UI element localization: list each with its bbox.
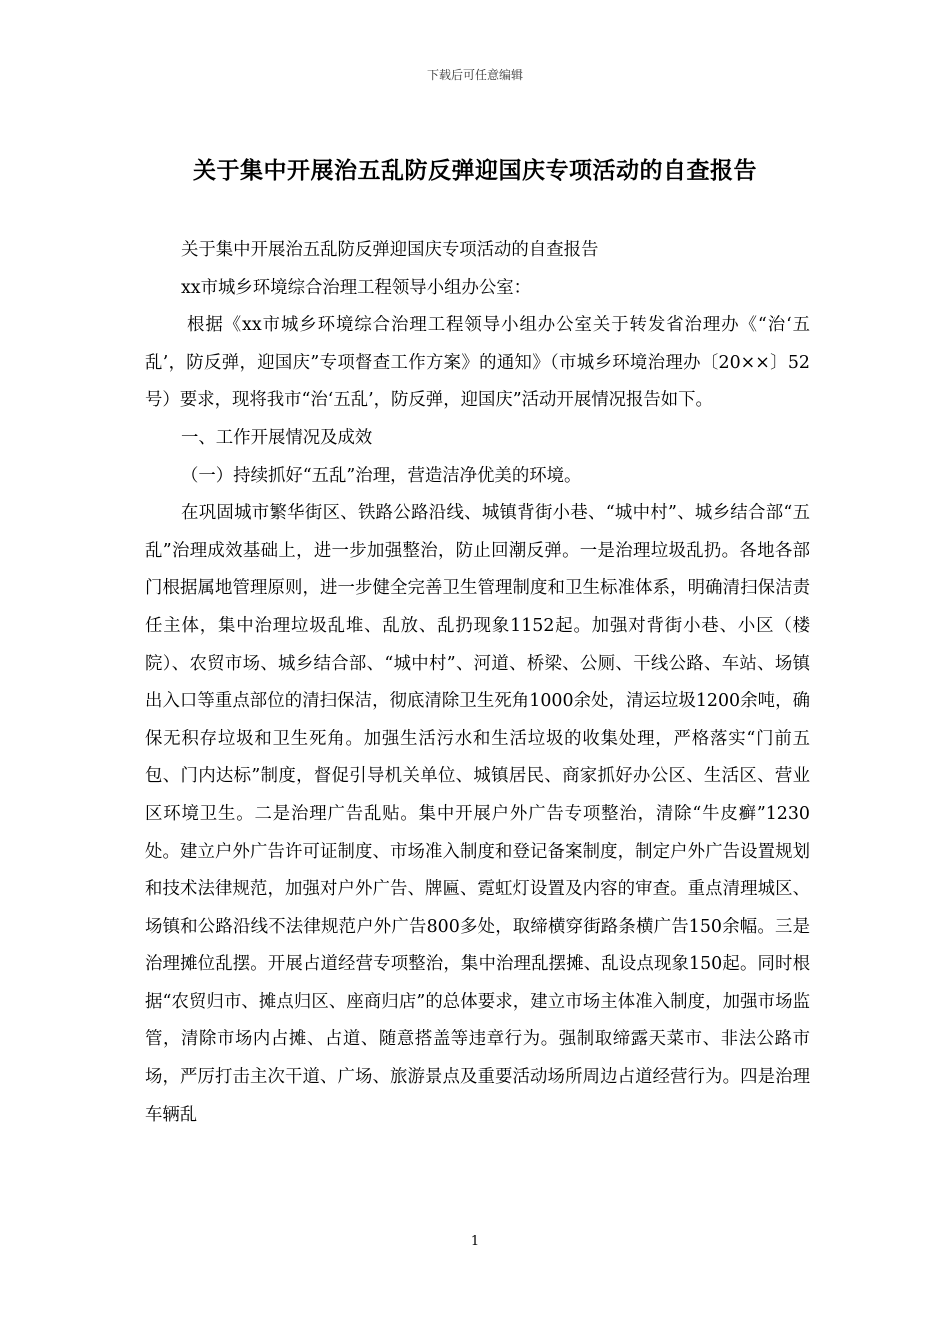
document-title: 关于集中开展治五乱防反弹迎国庆专项活动的自查报告 xyxy=(193,158,757,184)
header-note: 下载后可任意编辑 xyxy=(426,68,523,82)
document-body xyxy=(145,232,810,1134)
subsection-heading: （一）持续抓好“五乱”治理，营造洁净优美的环境。 xyxy=(181,465,582,486)
paragraph-subtitle: 关于集中开展治五乱防反弹迎国庆专项活动的自查报告 xyxy=(181,240,599,260)
page-number: 1 xyxy=(470,1234,480,1249)
section-heading: 一、工作开展情况及成效 xyxy=(181,427,373,448)
paragraph-addressee: xx市城乡环境综合治理工程领导小组办公室： xyxy=(181,277,532,298)
paragraph-intro: 根据《xx市城乡环境综合治理工程领导小组办公室关于转发省治理办《“治‘五乱’，防反弹，迎国庆”专项督查工作方案》的通知》（市城乡环境治理办〔20××〕52号）要求，现将我市“治‘五乱’，防反弹，迎国庆”活动开展情况报告如下。 xyxy=(145,315,810,411)
paragraph-main: 在巩固城市繁华街区、铁路公路沿线、城镇背街小巷、“城中村”、城乡结合部“五乱”治理成效基础上，进一步加强整治，防止回潮反弹。一是治理垃圾乱扔。各地各部门根据属地管理原则，进一步健全完善卫生管理制度和卫生标准体系，明确清扫保洁责任主体，集中治理垃圾乱堆、乱放、乱扔现象1152起。加强对背街小巷、小区（楼院）、农贸市场、城乡结合部、“城中村”、河道、桥梁、公厕、干线公路、车站、场镇出入口等重点部位的清扫保洁，彻底清除卫生死角1000余处，清运垃圾1200余吨，确保无积存垃圾和卫生死角。加强生活污水和生活垃圾的收集处理，严格落实“门前五包、门内达标”制度，督促引导机关单位、城镇居民、商家抓好办公区、生活区、营业区环境卫生。二是治理广告乱贴。集中开展户外广告专项整治，清除“牛皮癣”1230处。建立户外广告许可证制度、市场准入制度和登记备案制度，制定户外广告设置规划和技术法律规范，加强对户外广告、牌匾、霓虹灯设置及内容的审查。重点清理城区、场镇和公路沿线不法律规范户外广告800多处，取缔横穿街路条横广告150余幅。三是治理摊位乱摆。开展占道经营专项整治，集中治理乱摆摊、乱设点现象150起。同时根据“农贸归市、摊点归区、座商归店”的总体要求，建立市场主体准入制度，加强市场监管，清除市场内占摊、占道、随意搭盖等违章行为。强制取缔露天菜市、非法公路市场，严厉打击主次干道、广场、旅游景点及重要活动场所周边占道经营行为。四是治理车辆乱 xyxy=(145,503,810,1125)
